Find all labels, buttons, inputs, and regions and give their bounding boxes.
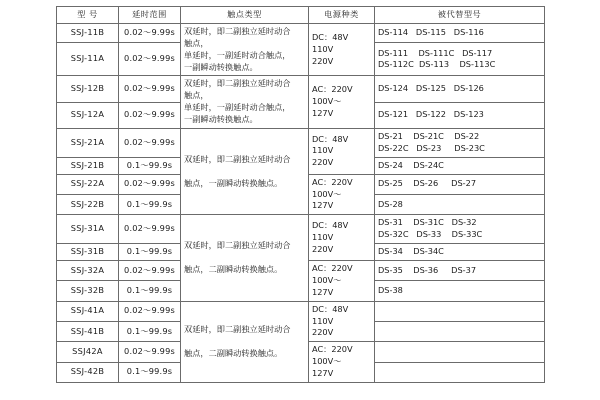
cell-contact-type (181, 23, 309, 76)
replaced-model-line: DS-124 DS-125 DS-126 (378, 83, 484, 94)
cell-delay-range: 0.1～99.9s (119, 195, 181, 215)
table-row (57, 215, 545, 244)
contact-type-line: 触点，二副瞬动转换触点。 (184, 263, 283, 274)
power-type-line: 110V (312, 231, 334, 242)
table-header-row (57, 7, 545, 24)
contact-type-line (184, 252, 305, 264)
replaced-model-line: DS-25 DS-26 DS-27 (378, 178, 477, 189)
cell-model: SSJ-12B (57, 76, 119, 102)
cell-replaced-model (375, 195, 545, 215)
cell-replaced-model (375, 342, 545, 362)
cell-delay-range: 0.1～99.9s (119, 362, 181, 382)
power-type-line: 100V～ (312, 188, 342, 199)
power-type-line: 127V (312, 286, 334, 297)
power-type-line: 110V (312, 315, 334, 326)
cell-replaced-model (375, 43, 545, 76)
cell-replaced-model (375, 301, 545, 321)
cell-replaced-model (375, 215, 545, 244)
cell-delay-range: 0.1～99.9s (119, 244, 181, 261)
replaced-model-line: DS-35 DS-36 DS-37 (378, 264, 477, 275)
column-header-contact-type: 触点类型 (181, 7, 309, 24)
column-header-model: 型 号 (57, 7, 119, 24)
replaced-model-line: DS-32C DS-33 DS-33C (378, 229, 483, 240)
contact-type-line (184, 336, 305, 348)
power-type-line: AC：220V (312, 84, 353, 95)
table-header (57, 7, 545, 24)
power-type-line: DC：48V (312, 303, 349, 314)
contact-type-line: 触点， (184, 90, 209, 101)
cell-power-type (309, 76, 375, 129)
cell-contact-type (181, 215, 309, 301)
cell-delay-range: 0.1～99.9s (119, 322, 181, 342)
replaced-model-line (378, 305, 541, 317)
cell-model: SSJ-12A (57, 102, 119, 128)
cell-delay-range: 0.02～9.99s (119, 215, 181, 244)
replaced-model-line: DS-112C DS-113 DS-113C (378, 59, 496, 70)
cell-delay-range: 0.02～9.99s (119, 174, 181, 194)
cell-replaced-model (375, 102, 545, 128)
cell-replaced-model (375, 244, 545, 261)
cell-power-type (309, 23, 375, 76)
cell-replaced-model (375, 174, 545, 194)
power-type-line: DC：48V (312, 133, 349, 144)
cell-model: SSJ-11B (57, 23, 119, 42)
power-type-line: AC：220V (312, 176, 353, 187)
power-type-line: 220V (312, 157, 334, 168)
cell-contact-type (181, 301, 309, 382)
replaced-model-line: DS-22C DS-23 DS-23C (378, 142, 485, 153)
power-type-line: 110V (312, 43, 334, 54)
cell-delay-range: 0.02～9.99s (119, 342, 181, 362)
power-type-line: 100V～ (312, 96, 342, 107)
cell-delay-range: 0.02～9.99s (119, 76, 181, 102)
cell-delay-range: 0.02～9.99s (119, 102, 181, 128)
contact-type-line: 触点，一副瞬动转换触点。 (184, 177, 283, 188)
contact-type-line: 双延时，即二副独立延时动合 (184, 324, 291, 335)
table-row (57, 76, 545, 102)
cell-power-type (309, 342, 375, 383)
contact-type-line: 单延时，一副延时动合触点， (184, 102, 291, 113)
replaced-model-line: DS-34 DS-34C (378, 246, 444, 257)
power-type-line: 100V～ (312, 274, 342, 285)
cell-replaced-model (375, 157, 545, 174)
power-type-line: DC：48V (312, 31, 349, 42)
cell-replaced-model (375, 362, 545, 382)
replaced-model-line: DS-121 DS-122 DS-123 (378, 109, 484, 120)
cell-replaced-model (375, 76, 545, 102)
power-type-line: DC：48V (312, 219, 349, 230)
specification-table (56, 6, 545, 383)
cell-replaced-model (375, 261, 545, 281)
replaced-model-line: DS-114 DS-115 DS-116 (378, 27, 484, 38)
power-type-line: 220V (312, 55, 334, 66)
cell-model: SSJ42A (57, 342, 119, 362)
cell-model: SSJ-22B (57, 195, 119, 215)
power-type-line: AC：220V (312, 344, 353, 355)
contact-type-line: 双延时，即二副独立延时动合 (184, 153, 291, 164)
power-type-line: 220V (312, 327, 334, 338)
replaced-model-line: DS-31 DS-31C DS-32 (378, 217, 477, 228)
cell-model: SSJ-31B (57, 244, 119, 261)
cell-power-type (309, 301, 375, 342)
replaced-model-line: DS-28 (378, 198, 403, 209)
replaced-model-line (378, 346, 541, 358)
replaced-model-line (378, 366, 541, 378)
cell-replaced-model (375, 23, 545, 42)
cell-model: SSJ-21A (57, 129, 119, 158)
cell-model: SSJ-22A (57, 174, 119, 194)
table-row (57, 23, 545, 42)
power-type-line: 110V (312, 145, 334, 156)
cell-model: SSJ-21B (57, 157, 119, 174)
cell-delay-range: 0.02～9.99s (119, 129, 181, 158)
contact-type-line: 单延时，一副延时动合触点， (184, 49, 291, 60)
cell-delay-range: 0.1～99.9s (119, 281, 181, 301)
cell-contact-type (181, 76, 309, 129)
power-type-line: 127V (312, 368, 334, 379)
power-type-line: 127V (312, 108, 334, 119)
table-body (57, 23, 545, 382)
power-type-line: 100V～ (312, 356, 342, 367)
contact-type-line: 双延时，即二副独立延时动合 (184, 78, 291, 89)
cell-model: SSJ-41A (57, 301, 119, 321)
column-header-power-type: 电源种类 (309, 7, 375, 24)
replaced-model-line: DS-24 DS-24C (378, 159, 444, 170)
contact-type-line: 一副瞬动转换触点。 (184, 61, 258, 72)
cell-contact-type (181, 129, 309, 215)
cell-model: SSJ-32B (57, 281, 119, 301)
replaced-model-line: DS-21 DS-21C DS-22 (378, 131, 480, 142)
cell-model: SSJ-42B (57, 362, 119, 382)
table-row (57, 129, 545, 158)
cell-model: SSJ-11A (57, 43, 119, 76)
power-type-line: 220V (312, 243, 334, 254)
cell-power-type (309, 129, 375, 175)
cell-model: SSJ-32A (57, 261, 119, 281)
cell-delay-range: 0.02～9.99s (119, 261, 181, 281)
column-header-delay-range: 延时范围 (119, 7, 181, 24)
cell-delay-range: 0.1～99.9s (119, 157, 181, 174)
power-type-line: AC：220V (312, 263, 353, 274)
contact-type-line: 触点，二副瞬动转换触点。 (184, 347, 283, 358)
cell-delay-range: 0.02～9.99s (119, 43, 181, 76)
cell-power-type (309, 174, 375, 215)
contact-type-line: 一副瞬动转换触点。 (184, 114, 258, 125)
replaced-model-line (378, 326, 541, 338)
contact-type-line (184, 166, 305, 178)
contact-type-line: 双延时，即二副独立延时动合 (184, 25, 291, 36)
cell-delay-range: 0.02～9.99s (119, 301, 181, 321)
cell-replaced-model (375, 322, 545, 342)
cell-power-type (309, 261, 375, 302)
cell-replaced-model (375, 129, 545, 158)
contact-type-line: 触点， (184, 37, 209, 48)
contact-type-line: 双延时，即二副独立延时动合 (184, 240, 291, 251)
power-type-line: 127V (312, 200, 334, 211)
cell-replaced-model (375, 281, 545, 301)
cell-power-type (309, 215, 375, 261)
table-row (57, 301, 545, 321)
replaced-model-line: DS-111 DS-111C DS-117 (378, 47, 493, 58)
cell-model: SSJ-31A (57, 215, 119, 244)
column-header-replaced-model: 被代替型号 (375, 7, 545, 24)
cell-model: SSJ-41B (57, 322, 119, 342)
cell-delay-range: 0.02～9.99s (119, 23, 181, 42)
replaced-model-line: DS-38 (378, 285, 403, 296)
